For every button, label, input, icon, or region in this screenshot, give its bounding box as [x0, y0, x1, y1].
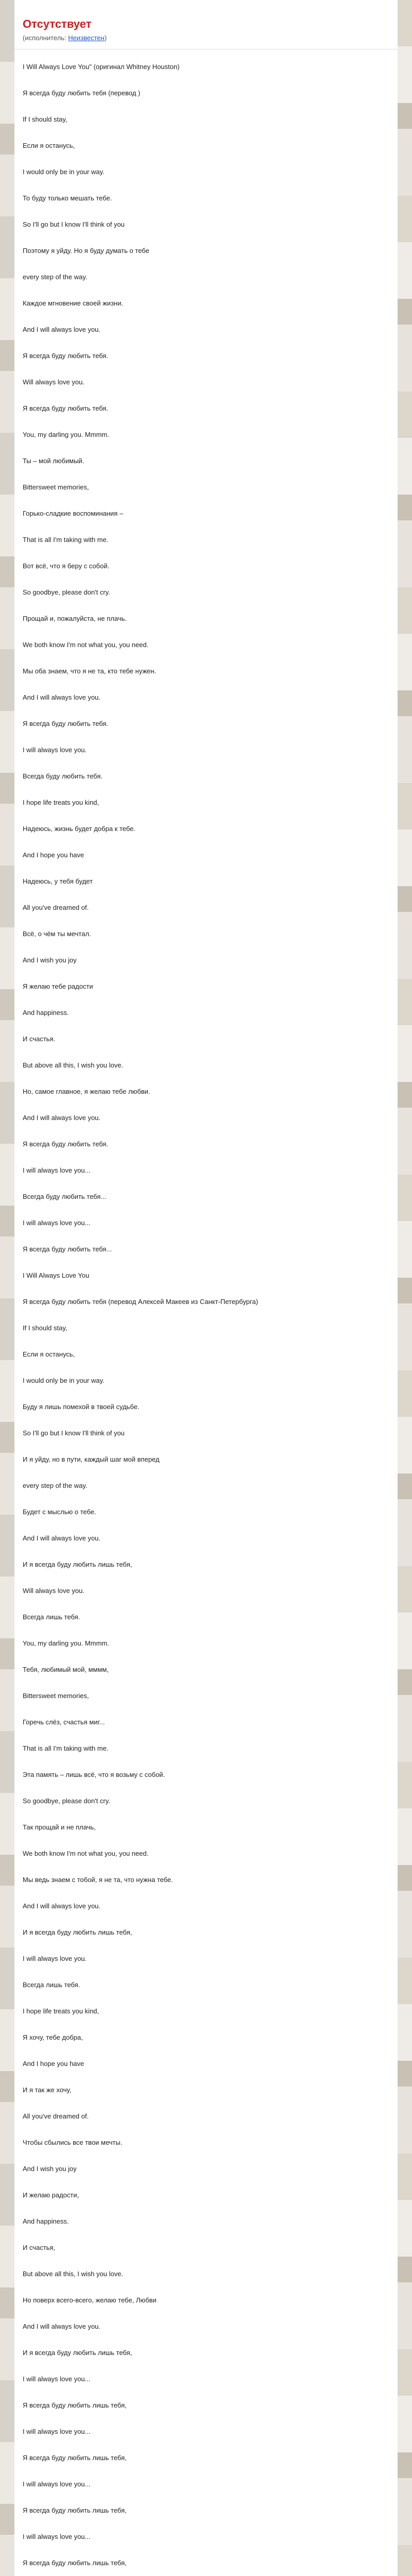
- lyric-line: Чтобы сбылись все твои мечты.: [23, 2139, 123, 2146]
- lyric-line: So I'll go but I know I'll think of you: [23, 1429, 125, 1437]
- song-header: [14, 0, 398, 49]
- lyric-line: So goodbye, please don't cry.: [23, 588, 110, 596]
- lyric-line: I will always love you...: [23, 2533, 91, 2540]
- lyric-line: Я всегда буду любить лишь тебя,: [23, 2401, 127, 2409]
- lyric-line: Я всегда буду любить тебя (перевод Алексей Макеев из Санкт-Петербурга): [23, 1298, 259, 1306]
- lyric-line: Каждое мгновение своей жизни.: [23, 299, 124, 307]
- lyric-line: If I should stay,: [23, 1324, 67, 1332]
- lyric-line: And I wish you joy: [23, 2165, 77, 2173]
- lyric-line: And I will always love you.: [23, 1902, 101, 1910]
- lyric-line: Bittersweet memories,: [23, 483, 89, 491]
- lyric-line: I Will Always Love You: [23, 1272, 90, 1279]
- lyric-line: Я всегда буду любить лишь тебя,: [23, 2454, 127, 2462]
- lyrics-body: [14, 49, 398, 2576]
- lyric-line: Всегда лишь тебя.: [23, 1981, 80, 1989]
- lyric-line: Буду я лишь помехой в твоей судьбе.: [23, 1403, 140, 1411]
- lyric-line: So I'll go but I know I'll think of you: [23, 221, 125, 228]
- lyric-line: Я всегда буду любить тебя...: [23, 1245, 112, 1253]
- right-background-strip: [398, 0, 412, 2576]
- lyric-line: I will always love you...: [23, 1219, 91, 1227]
- lyric-line: That is all I'm taking with me.: [23, 1744, 109, 1752]
- lyric-line: Тебя, любимый мой, мммм,: [23, 1666, 109, 1673]
- lyric-line: I hope life treats you kind,: [23, 799, 99, 806]
- lyric-line: И счастья.: [23, 1035, 56, 1043]
- lyric-line: Я всегда буду любить лишь тебя,: [23, 2559, 127, 2567]
- lyric-line: You, my darling you. Mmmm.: [23, 431, 109, 438]
- lyric-line: Будет с мыслью о тебе.: [23, 1508, 96, 1516]
- lyric-line: And I will always love you.: [23, 693, 101, 701]
- lyric-line: And I hope you have: [23, 2060, 84, 2067]
- lyric-line: All you've dreamed of.: [23, 904, 89, 911]
- lyric-line: And I wish you joy: [23, 956, 77, 964]
- lyric-line: И я так же хочу,: [23, 2086, 72, 2094]
- lyric-line: every step of the way.: [23, 273, 88, 281]
- artist-link[interactable]: Неизвестен: [68, 34, 105, 42]
- lyric-line: И я всегда буду любить лишь тебя,: [23, 2349, 132, 2357]
- artist-suffix: ): [104, 34, 107, 42]
- lyric-line: And I will always love you.: [23, 326, 101, 333]
- lyric-line: Прощай и, пожалуйста, не плачь.: [23, 615, 127, 622]
- lyric-line: I Will Always Love You" (оригинал Whitney Houston): [23, 63, 180, 71]
- lyric-line: And I hope you have: [23, 851, 84, 859]
- lyric-line: I would only be in your way.: [23, 1377, 105, 1384]
- lyric-line: И я всегда буду любить лишь тебя,: [23, 1928, 132, 1936]
- lyric-line: That is all I'm taking with me.: [23, 536, 109, 544]
- lyric-line: I will always love you.: [23, 746, 87, 754]
- lyric-line: Всегда буду любить тебя...: [23, 1193, 107, 1200]
- lyric-line: You, my darling you. Mmmm.: [23, 1639, 109, 1647]
- lyric-line: every step of the way.: [23, 1482, 88, 1489]
- lyric-line: And happiness.: [23, 2217, 69, 2225]
- lyric-line: I will always love you...: [23, 1166, 91, 1174]
- lyric-line: Но, самое главное, я желаю тебе любви.: [23, 1088, 150, 1095]
- lyric-line: But above all this, I wish you love.: [23, 2270, 124, 2278]
- lyric-line: Мы оба знаем, что я не та, кто тебе нужен.: [23, 667, 157, 675]
- lyric-line: Если я останусь,: [23, 1350, 75, 1358]
- lyric-line: All you've dreamed of.: [23, 2112, 89, 2120]
- lyric-line: Я всегда буду любить тебя.: [23, 720, 109, 727]
- lyric-line: I will always love you...: [23, 2428, 91, 2435]
- lyric-line: Я желаю тебе радости: [23, 982, 93, 990]
- lyric-line: If I should stay,: [23, 115, 67, 123]
- lyric-line: And I will always love you.: [23, 1114, 101, 1122]
- lyric-line: Я всегда буду любить тебя.: [23, 404, 109, 412]
- lyric-line: И я уйду, но в пути, каждый шаг мой вперед: [23, 1455, 160, 1463]
- lyric-line: Will always love you.: [23, 1587, 84, 1595]
- lyric-line: We both know I'm not what you, you need.: [23, 1850, 149, 1857]
- lyric-line: Так прощай и не плачь,: [23, 1823, 96, 1831]
- lyric-line: Will always love you.: [23, 378, 84, 386]
- lyric-line: But above all this, I wish you love.: [23, 1061, 124, 1069]
- lyric-line: I will always love you...: [23, 2480, 91, 2488]
- lyrics-page: [14, 0, 398, 2576]
- lyric-line: Я всегда буду любить тебя.: [23, 1140, 109, 1148]
- lyric-line: Всегда лишь тебя.: [23, 1613, 80, 1621]
- lyric-line: Я всегда буду любить тебя (перевод ): [23, 89, 141, 97]
- lyric-line: Эта память – лишь всё, что я возьму с собой.: [23, 1771, 165, 1778]
- song-title: Отсутствует: [23, 18, 92, 30]
- lyric-line: Надеюсь, у тебя будет: [23, 877, 93, 885]
- lyric-line: Ты – мой любимый.: [23, 457, 84, 465]
- lyric-line: То буду только мешать тебе.: [23, 194, 112, 202]
- lyric-line: Поэтому я уйду. Но я буду думать о тебе: [23, 247, 149, 255]
- lyric-line: Я хочу, тебе добра,: [23, 2033, 83, 2041]
- lyric-line: I will always love you.: [23, 1955, 87, 1962]
- lyric-line: И счастья,: [23, 2244, 56, 2251]
- lyric-line: Вот всё, что я беру с собой.: [23, 562, 110, 570]
- lyric-line: And I will always love you.: [23, 1534, 101, 1542]
- lyric-line: I hope life treats you kind,: [23, 2007, 99, 2015]
- lyric-line: And I will always love you.: [23, 2323, 101, 2330]
- lyric-line: Горько-сладкие воспоминания –: [23, 510, 124, 517]
- lyric-line: Мы ведь знаем с тобой, я не та, что нужна тебе.: [23, 1876, 173, 1884]
- lyric-line: Всегда буду любить тебя.: [23, 772, 102, 780]
- lyric-line: Я всегда буду любить лишь тебя,: [23, 2506, 127, 2514]
- lyric-line: Я всегда буду любить тебя.: [23, 352, 109, 360]
- lyric-line: И желаю радости,: [23, 2191, 79, 2199]
- artist-prefix: (исполнитель:: [23, 34, 68, 42]
- lyric-line: И я всегда буду любить лишь тебя,: [23, 1561, 132, 1568]
- lyric-line: Всё, о чём ты мечтал.: [23, 930, 91, 938]
- lyric-line: Bittersweet memories,: [23, 1692, 89, 1700]
- lyric-line: And happiness.: [23, 1009, 69, 1016]
- artist-line: [23, 34, 389, 42]
- lyric-line: So goodbye, please don't cry.: [23, 1797, 110, 1805]
- left-background-strip: [0, 0, 14, 2576]
- lyric-line: Но поверх всего-всего, желаю тебе, Любви: [23, 2296, 157, 2304]
- lyric-line: Надеюсь, жизнь будет добра к тебе.: [23, 825, 136, 833]
- lyric-line: I would only be in your way.: [23, 168, 105, 176]
- lyric-line: We both know I'm not what you, you need.: [23, 641, 149, 649]
- lyric-line: I will always love you...: [23, 2375, 91, 2383]
- lyric-line: Горечь слёз, счастья миг...: [23, 1718, 105, 1726]
- lyric-line: Если я останусь,: [23, 142, 75, 149]
